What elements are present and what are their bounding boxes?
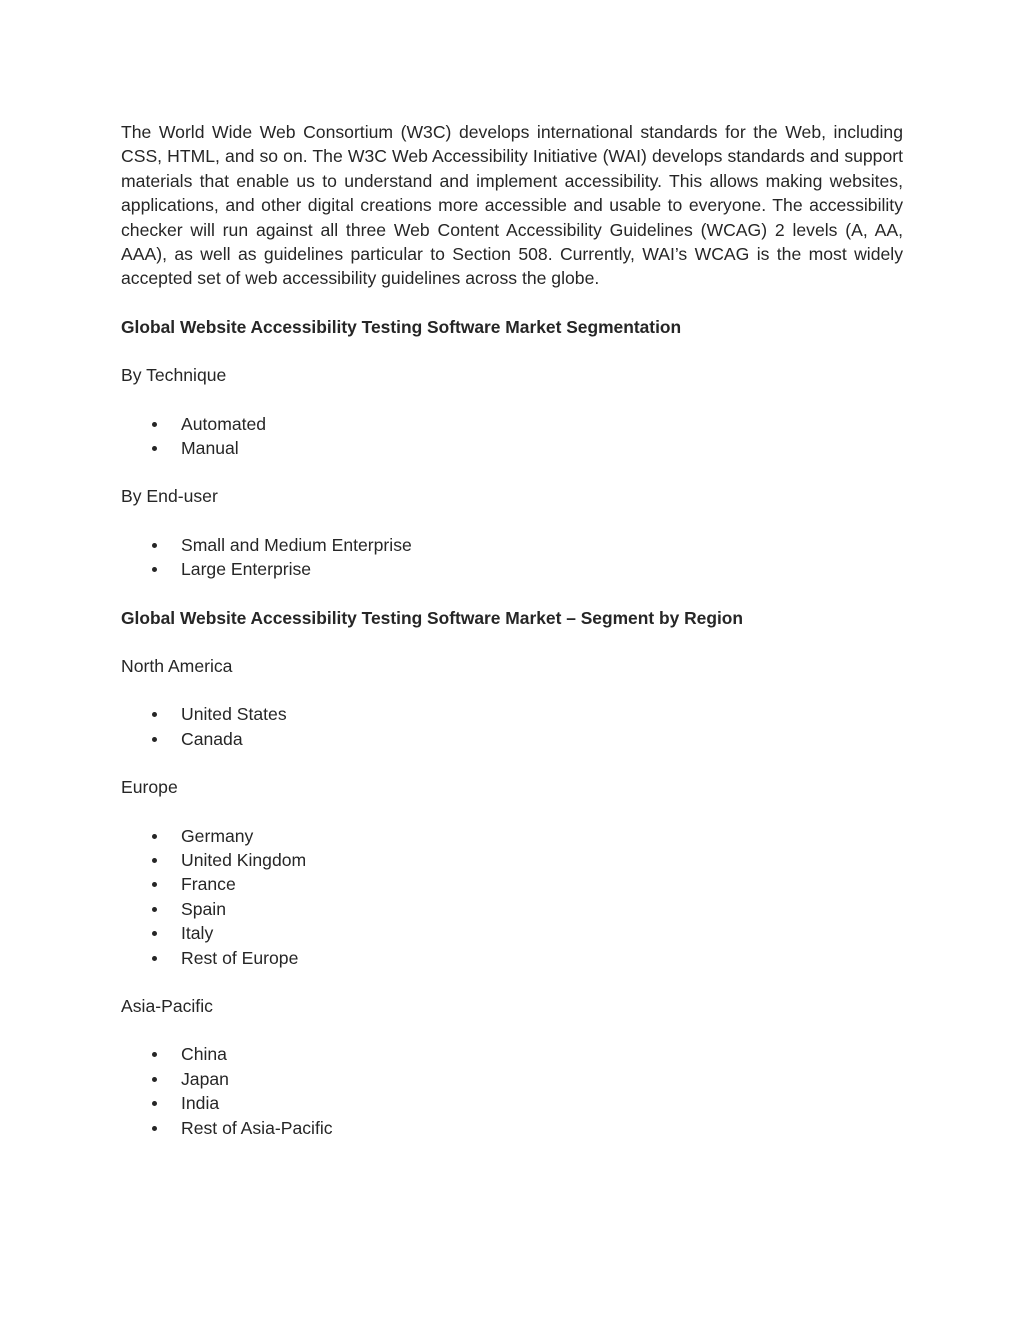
bullet-icon bbox=[152, 543, 157, 548]
bullet-icon bbox=[152, 956, 157, 961]
bullet-icon bbox=[152, 712, 157, 717]
list-item bbox=[121, 1116, 903, 1140]
bullet-icon bbox=[152, 907, 157, 912]
list-item bbox=[121, 872, 903, 896]
list-item bbox=[121, 727, 903, 751]
bullet-icon bbox=[152, 1126, 157, 1131]
list-item-text: Spain bbox=[181, 898, 226, 919]
list-item-text: United Kingdom bbox=[181, 850, 307, 871]
end-user-list bbox=[121, 533, 903, 582]
list-item-text: China bbox=[181, 1044, 227, 1065]
list-item bbox=[121, 921, 903, 945]
list-item bbox=[121, 824, 903, 848]
list-item-text: Italy bbox=[181, 923, 214, 944]
bullet-icon bbox=[152, 1077, 157, 1082]
list-item bbox=[121, 533, 903, 557]
list-item-text: Germany bbox=[181, 825, 254, 846]
list-item bbox=[121, 702, 903, 726]
list-item-text: Canada bbox=[181, 728, 243, 749]
list-item bbox=[121, 1091, 903, 1115]
list-item-text: India bbox=[181, 1093, 220, 1114]
north-america-list bbox=[121, 702, 903, 751]
list-item-text: Automated bbox=[181, 413, 267, 434]
asia-pacific-list bbox=[121, 1042, 903, 1140]
list-item-text: Rest of Asia-Pacific bbox=[181, 1117, 333, 1138]
list-item bbox=[121, 557, 903, 581]
list-item bbox=[121, 897, 903, 921]
bullet-icon bbox=[152, 834, 157, 839]
bullet-icon bbox=[152, 422, 157, 427]
list-item-text: Manual bbox=[181, 438, 239, 459]
bullet-icon bbox=[152, 737, 157, 742]
bullet-icon bbox=[152, 858, 157, 863]
north-america-label: North America bbox=[121, 656, 233, 677]
europe-list bbox=[121, 824, 903, 970]
bullet-icon bbox=[152, 567, 157, 572]
europe-label: Europe bbox=[121, 777, 178, 798]
end-user-label: By End-user bbox=[121, 486, 218, 507]
list-item-text: France bbox=[181, 874, 236, 895]
asia-pacific-label: Asia-Pacific bbox=[121, 995, 213, 1016]
bullet-icon bbox=[152, 1052, 157, 1057]
list-item-text: United States bbox=[181, 704, 287, 725]
list-item bbox=[121, 1067, 903, 1091]
list-item-text: Japan bbox=[181, 1068, 229, 1089]
segmentation-heading: Global Website Accessibility Testing Software Market Segmentation bbox=[121, 316, 682, 337]
list-item-text: Rest of Europe bbox=[181, 947, 299, 968]
list-item bbox=[121, 848, 903, 872]
list-item-text: Small and Medium Enterprise bbox=[181, 534, 412, 555]
list-item bbox=[121, 946, 903, 970]
intro-paragraph: The World Wide Web Consortium (W3C) develops international standards for the Web, including CSS, HTML, and so on. The W3C Web Accessibility Initiative (WAI) develops standards and support materials that enable us to understand and implement accessibility. This allows making websites, applications, and other digital creations more accessible and usable to everyone. The accessibility checker will run against all three Web Content Accessibility Guidelines (WCAG) 2 levels (A, AA, AAA), as well as guidelines particular to Section 508. Currently, WAI’s WCAG is the most widely accepted set of web accessibility guidelines across the globe. bbox=[121, 122, 903, 289]
technique-list bbox=[121, 412, 903, 461]
document-body bbox=[121, 120, 903, 1140]
bullet-icon bbox=[152, 1101, 157, 1106]
technique-label: By Technique bbox=[121, 365, 227, 386]
bullet-icon bbox=[152, 446, 157, 451]
list-item bbox=[121, 1042, 903, 1066]
bullet-icon bbox=[152, 882, 157, 887]
list-item bbox=[121, 412, 903, 436]
list-item-text: Large Enterprise bbox=[181, 559, 312, 580]
list-item bbox=[121, 436, 903, 460]
bullet-icon bbox=[152, 931, 157, 936]
region-heading: Global Website Accessibility Testing Software Market – Segment by Region bbox=[121, 607, 744, 628]
